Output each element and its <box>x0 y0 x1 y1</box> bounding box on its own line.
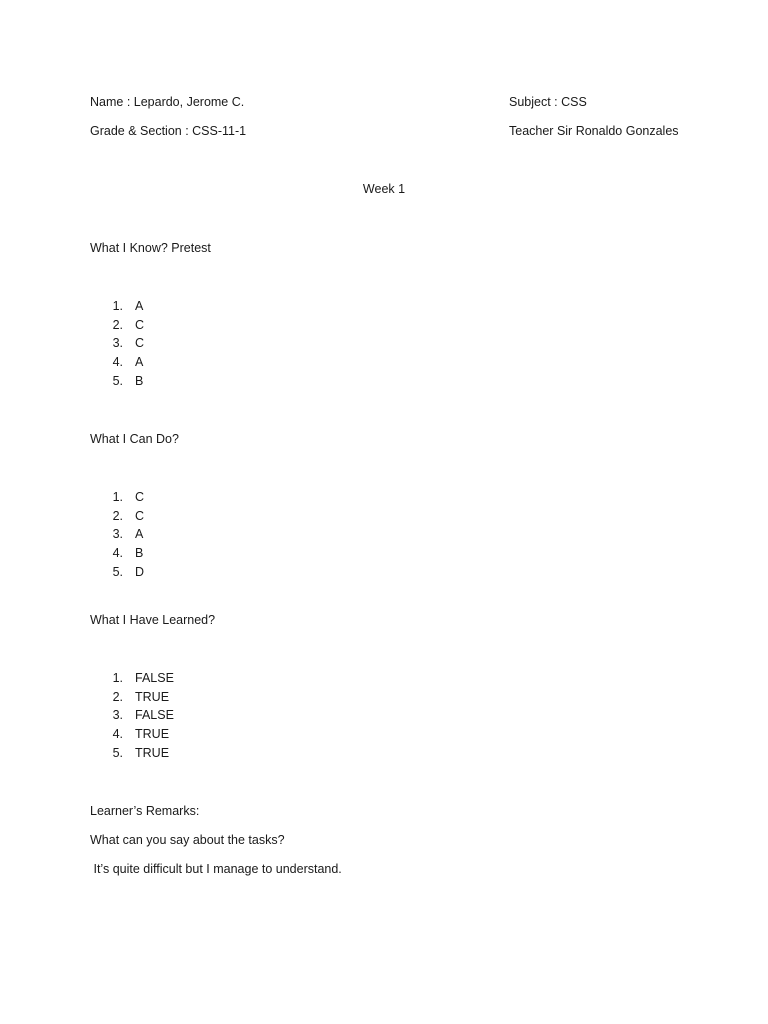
item-answer: A <box>135 299 144 313</box>
item-number: 4. <box>112 546 123 560</box>
section-title-what-i-can-do: What I Can Do? <box>90 432 179 446</box>
item-answer: TRUE <box>135 727 170 741</box>
item-number: 5. <box>112 374 123 388</box>
item-number: 2. <box>112 509 123 523</box>
item-answer: C <box>135 490 145 504</box>
item-number: 1. <box>112 490 123 504</box>
grade-section: Grade & Section : CSS-11-1 <box>90 124 247 138</box>
item-answer: TRUE <box>135 746 170 760</box>
item-number: 2. <box>112 318 123 332</box>
item-answer: C <box>135 509 145 523</box>
student-name: Name : Lepardo, Jerome C. <box>90 95 245 109</box>
teacher: Teacher Sir Ronaldo Gonzales <box>509 124 679 138</box>
section-title-pretest: What I Know? Pretest <box>90 241 211 255</box>
item-answer: C <box>135 318 145 332</box>
week-title: Week 1 <box>362 182 406 196</box>
item-number: 3. <box>112 336 123 350</box>
item-answer: A <box>135 527 144 541</box>
subject: Subject : CSS <box>509 95 587 109</box>
item-answer: FALSE <box>135 671 174 685</box>
item-answer: C <box>135 336 145 350</box>
section-title-what-i-have-learned: What I Have Learned? <box>90 613 216 627</box>
item-answer: FALSE <box>135 708 174 722</box>
remarks-label: Learner’s Remarks: <box>90 804 200 818</box>
item-number: 4. <box>112 355 123 369</box>
item-number: 4. <box>112 727 123 741</box>
item-number: 3. <box>112 527 123 541</box>
item-number: 5. <box>112 565 123 579</box>
item-answer: TRUE <box>135 690 170 704</box>
item-answer: B <box>135 374 144 388</box>
item-answer: A <box>135 355 144 369</box>
item-answer: B <box>135 546 144 560</box>
remarks-question: What can you say about the tasks? <box>90 833 285 847</box>
item-answer: D <box>135 565 145 579</box>
item-number: 1. <box>112 299 123 313</box>
item-number: 2. <box>112 690 123 704</box>
item-number: 3. <box>112 708 123 722</box>
item-number: 1. <box>112 671 123 685</box>
item-number: 5. <box>112 746 123 760</box>
remarks-answer: It’s quite difficult but I manage to understand. <box>90 862 342 876</box>
